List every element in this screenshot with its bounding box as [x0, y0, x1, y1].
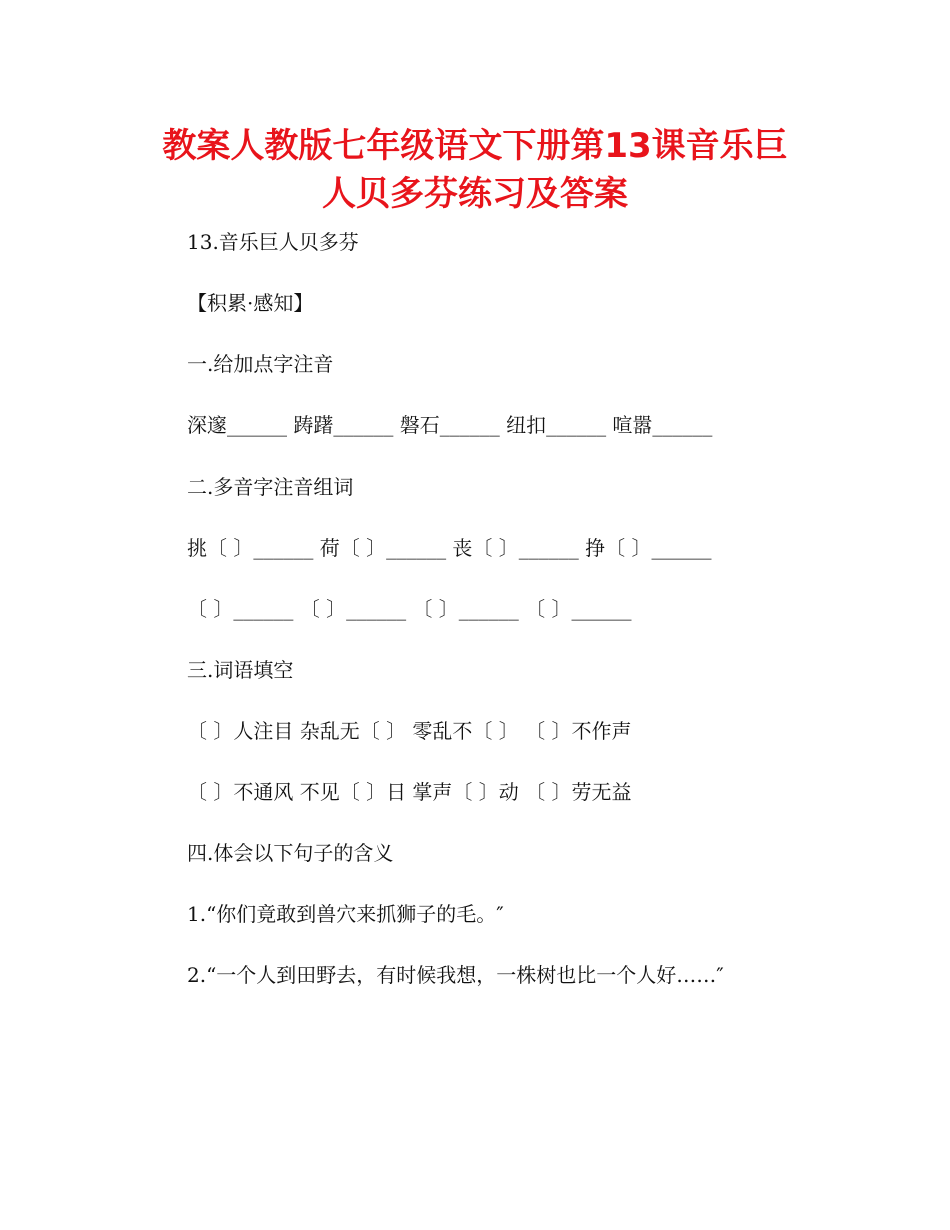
- document-title-line-1: 教案人教版七年级语文下册第13课音乐巨: [162, 126, 788, 166]
- question-3-row-2: 〔 〕不通风 不见〔 〕日 掌声〔 〕动 〔 〕劳无益: [187, 780, 632, 804]
- question-3-row-1: 〔 〕人注目 杂乱无〔 〕 零乱不〔 〕 〔 〕不作声: [187, 719, 632, 743]
- question-1-heading: 一.给加点字注音: [187, 352, 334, 376]
- question-4-heading: 四.体会以下句子的含义: [187, 841, 394, 865]
- question-3-heading: 三.词语填空: [187, 658, 294, 682]
- section-label: 【积累·感知】: [187, 291, 314, 315]
- question-4-sentence-2: 2.“一个人到田野去，有时候我想，一株树也比一个人好……″: [187, 963, 724, 987]
- question-2-row-2: 〔 〕______ 〔 〕______ 〔 〕______ 〔 〕______: [187, 597, 632, 621]
- question-2-heading: 二.多音字注音组词: [187, 475, 354, 499]
- lesson-heading: 13.音乐巨人贝多芬: [187, 230, 359, 254]
- question-2-row-1: 挑〔 〕______ 荷〔 〕______ 丧〔 〕______ 挣〔 〕______: [187, 536, 712, 560]
- question-4-sentence-1: 1.“你们竟敢到兽穴来抓狮子的毛。″: [187, 902, 504, 926]
- question-1-items: 深邃______ 踌躇______ 磐石______ 纽扣______ 喧嚣______: [187, 413, 713, 437]
- document-title-line-2: 人贝多芬练习及答案: [322, 174, 628, 214]
